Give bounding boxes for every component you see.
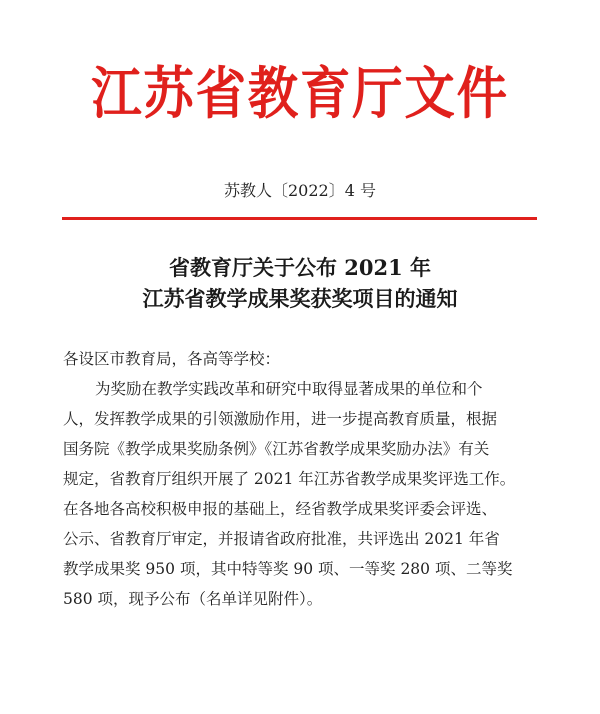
body-line: 人，发挥教学成果的引领激励作用，进一步提高教育质量，根据: [63, 410, 498, 428]
body-line: 教学成果奖 950 项，其中特等奖 90 项、一等奖 280 项、二等奖: [63, 560, 513, 578]
salutation: 各设区市教育局，各高等学校：: [63, 350, 281, 368]
body-line: 规定，省教育厅组织开展了 2021 年江苏省教学成果奖评选工作。: [63, 470, 516, 488]
notice-title-line-1: 省教育厅关于公布 2021 年: [168, 255, 432, 280]
notice-title-line-2: 江苏省教学成果奖获奖项目的通知: [142, 286, 458, 311]
body-line: 在各地各高校积极申报的基础上，经省教学成果奖评委会评选、: [63, 500, 498, 518]
body-line: 为奖励在教学实践改革和研究中取得显著成果的单位和个: [95, 380, 483, 398]
red-divider-line: [62, 217, 537, 220]
document-number: 苏教人〔2022〕4 号: [224, 181, 376, 200]
body-line: 公示、省教育厅审定，并报请省政府批准，共评选出 2021 年省: [63, 530, 500, 548]
letterhead-title: 江苏省教育厅文件: [91, 61, 509, 127]
body-line: 580 项，现予公布（名单详见附件）。: [63, 590, 323, 608]
body-line: 国务院《教学成果奖励条例》《江苏省教学成果奖励办法》有关: [63, 440, 490, 458]
